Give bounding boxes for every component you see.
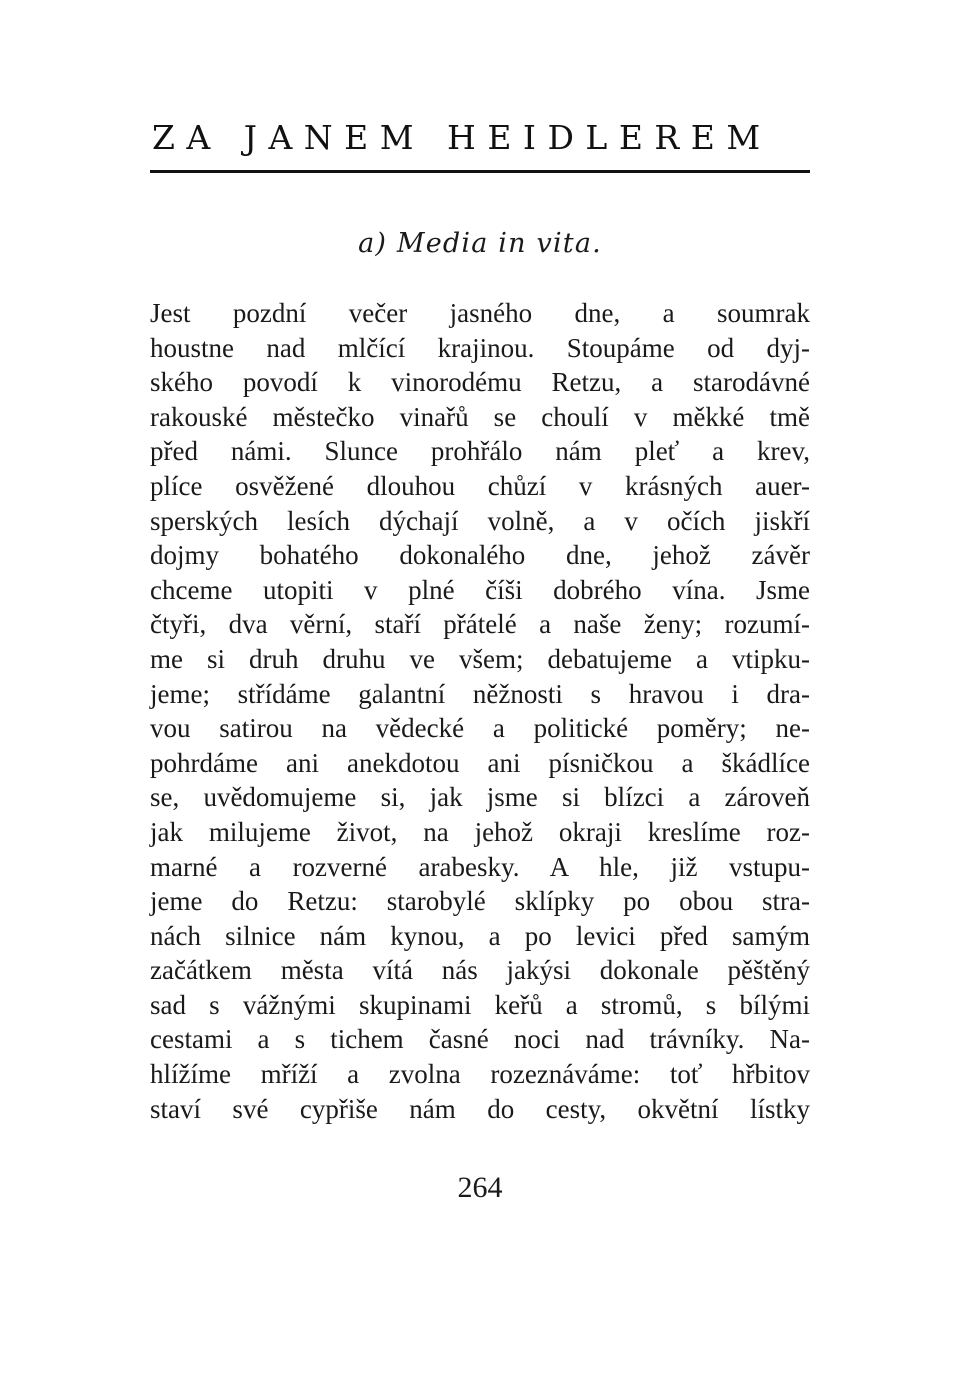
text-line: hlížíme mříží a zvolna rozeznáváme: toť hřbitov [150, 1059, 810, 1090]
text-line: vou satirou na vědecké a politické poměry; ne- [150, 713, 810, 744]
text-line: čtyři, dva věrní, staří přátelé a naše ženy; rozumí- [150, 609, 810, 640]
text-line: sperských lesích dýchají volně, a v očích jiskří [150, 505, 810, 536]
text-line: Jest pozdní večer jasného dne, a soumrak [150, 298, 810, 328]
text-line: nách silnice nám kynou, a po levici před samým [150, 920, 810, 951]
text-line: me si druh druhu ve všem; debatujeme a vtipku- [150, 643, 810, 674]
text-line: marné a rozverné arabesky. A hle, již vstupu- [150, 851, 810, 882]
page-number: 264 [457, 1171, 503, 1204]
text-line: pohrdáme ani anekdotou ani písničkou a škádlíce [150, 747, 810, 778]
text-line: začátkem města vítá nás jakýsi dokonale pěštěný [150, 955, 810, 986]
text-line: ského povodí k vinorodému Retzu, a starodávné [150, 367, 810, 398]
text-line: houstne nad mlčící krajinou. Stoupáme od dyj- [150, 332, 810, 363]
text-line: před námi. Slunce prohřálo nám pleť a krev, [150, 436, 810, 467]
text-line: staví své cypřiše nám do cesty, okvětní lístky [150, 1093, 810, 1124]
text-line: dojmy bohatého dokonalého dne, jehož závěr [150, 540, 810, 571]
section-title: a) Media in vita. [358, 228, 602, 259]
running-head: ZA JANEM HEIDLEREM [152, 118, 772, 157]
text-line: chceme utopiti v plné číši dobrého vína. Jsme [150, 574, 810, 605]
text-line: jeme do Retzu: starobylé sklípky po obou stra- [150, 886, 810, 917]
text-line: plíce osvěžené dlouhou chůzí v krásných auer- [150, 470, 810, 501]
text-line: sad s vážnými skupinami keřů a stromů, s bílými [150, 989, 810, 1020]
text-line: rakouské městečko vinařů se choulí v měkké tmě [150, 401, 810, 432]
header-rule [150, 170, 810, 173]
body-text [150, 296, 810, 1126]
text-line: se, uvědomujeme si, jak jsme si blízci a zároveň [150, 782, 810, 813]
text-line: jeme; střídáme galantní něžnosti s hravou i dra- [150, 678, 810, 709]
text-line: cestami a s tichem časné noci nad trávníky. Na- [150, 1024, 810, 1055]
text-line: jak milujeme život, na jehož okraji kreslíme roz- [150, 816, 810, 847]
